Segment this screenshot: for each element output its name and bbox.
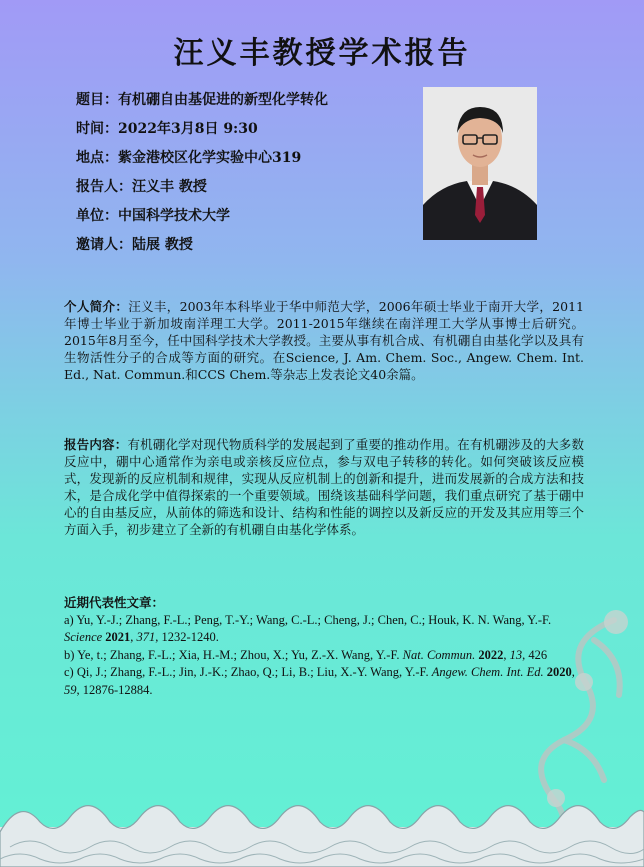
abstract-label: 报告内容： bbox=[64, 437, 128, 452]
paper-year: 2020 bbox=[546, 665, 572, 679]
info-affiliation bbox=[76, 204, 406, 233]
info-value: 有机硼自由基促进的新型化学转化 bbox=[118, 92, 328, 108]
paper-item: b) Ye, t.; Zhang, F.-L.; Xia, H.-M.; Zhou, X.; Yu, Z.-X. Wang, Y.-F. Nat. Commun. 2022, 13, 426 bbox=[64, 647, 548, 662]
paper-volume: 59 bbox=[64, 682, 77, 697]
info-label: 报告人： bbox=[76, 179, 132, 195]
paper-journal: Science bbox=[64, 630, 103, 644]
info-topic bbox=[76, 88, 406, 117]
paper-year: 2021 bbox=[105, 630, 131, 644]
paper-volume: 371 bbox=[136, 630, 156, 644]
wave-border-icon bbox=[0, 787, 644, 867]
paper-year: 2022 bbox=[478, 647, 504, 662]
paper-pages: , 426 bbox=[522, 647, 548, 662]
paper-pages: , 1232-1240. bbox=[155, 630, 219, 644]
speaker-photo bbox=[423, 87, 537, 240]
info-value: 紫金港校区化学实验中心319 bbox=[118, 150, 302, 166]
info-label: 题目： bbox=[76, 92, 118, 108]
paper-journal: Angew. Chem. Int. Ed. bbox=[431, 665, 544, 679]
paper-item: a) Yu, Y.-J.; Zhang, F.-L.; Peng, T.-Y.; Wang, C.-L.; Cheng, J.; Chen, C.; Houk, K. N. Wang, Y.-F. Science 2021, 371, 1232-1240. bbox=[64, 612, 552, 644]
poster-title: 汪义丰教授学术报告 bbox=[173, 36, 471, 71]
info-speaker bbox=[76, 175, 406, 204]
info-label: 时间： bbox=[76, 121, 118, 137]
paper-journal: Nat. Commun. bbox=[402, 647, 476, 662]
info-value: 中国科学技术大学 bbox=[118, 208, 230, 224]
info-time bbox=[76, 117, 406, 146]
info-host bbox=[76, 233, 406, 262]
paper-pages: , 12876-12884. bbox=[76, 682, 153, 697]
info-value: 2022年3月8日 9:30 bbox=[118, 121, 258, 137]
speaker-bio bbox=[64, 298, 584, 383]
bio-label: 个人简介： bbox=[64, 299, 129, 314]
paper-authors: b) Ye, t.; Zhang, F.-L.; Xia, H.-M.; Zhou, X.; Yu, Z.-X. Wang, Y.-F. bbox=[64, 647, 403, 662]
paper-authors: a) Yu, Y.-J.; Zhang, F.-L.; Peng, T.-Y.; Wang, C.-L.; Cheng, J.; Chen, C.; Houk, K. N. Wang, Y.-F. bbox=[64, 612, 552, 627]
abstract-text: 有机硼化学对现代物质科学的发展起到了重要的推动作用。在有机硼涉及的大多数反应中，硼中心通常作为亲电或亲核反应位点，参与双电子转移的转化。如何突破该反应模式，发现新的反应机制和规律，实现从反应机制上的创新和提升，进而发展新的合成方法和技术，是合成化学中值得探索的一个重要领域。围绕该基础科学问题，我们重点研究了基于硼中心的自由基反应，从前体的筛选和设计、结构和性能的调控以及新反应的开发及其应用等三个方面入手，初步建立了全新的有机硼自由基化学体系。 bbox=[64, 437, 584, 537]
talk-abstract bbox=[64, 436, 584, 538]
portrait-icon bbox=[423, 87, 537, 240]
paper-authors: c) Qi, J.; Zhang, F.-L.; Jin, J.-K.; Zhao, Q.; Li, B.; Liu, X.-Y. Wang, Y.-F. bbox=[64, 665, 432, 679]
info-label: 邀请人： bbox=[76, 237, 132, 253]
info-label: 单位： bbox=[76, 208, 118, 224]
paper-item: c) Qi, J.; Zhang, F.-L.; Jin, J.-K.; Zhao, Q.; Li, B.; Liu, X.-Y. Wang, Y.-F. Angew. Chem. Int. Ed. 2020, 59, 12876-12884. bbox=[64, 665, 575, 697]
talk-info bbox=[76, 88, 406, 262]
info-value: 陆展 教授 bbox=[132, 237, 193, 253]
bio-text: 汪义丰，2003年本科毕业于华中师范大学，2006年硕士毕业于南开大学，2011年博士毕业于新加坡南洋理工大学。2011-2015年继续在南洋理工大学从事博士后研究。2015年8月至今，任中国科学技术大学教授。主要从事有机合成、有机硼自由基化学以及具有生物活性分子的合成等方面的研究。在Science, J. Am. Chem. Soc., Angew. Chem. Int. Ed., Nat. Commun.和CCS Chem.等杂志上发表论文40余篇。 bbox=[64, 299, 584, 382]
info-value: 汪义丰 教授 bbox=[132, 179, 207, 195]
papers-title: 近期代表性文章： bbox=[64, 595, 165, 610]
info-label: 地点： bbox=[76, 150, 118, 166]
info-location bbox=[76, 146, 406, 175]
paper-volume: 13 bbox=[509, 647, 523, 662]
